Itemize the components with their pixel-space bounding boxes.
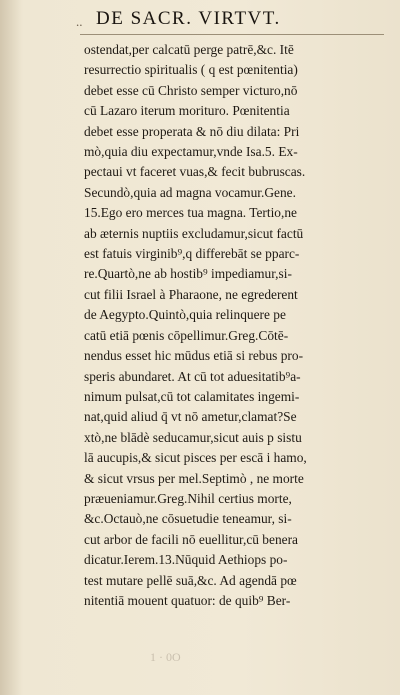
text-line: pectaui vt faceret vuas,& fecit bubruscas.: [84, 164, 306, 180]
text-line: Secundò,quia ad magna vocamur.Gene.: [84, 184, 296, 200]
text-line: xtò,ne blādè seducamur,sicut auis p sistu: [84, 429, 302, 445]
text-line: præueniamur.Greg.Nihil certius morte,: [84, 490, 292, 506]
text-line: 15.Ego ero merces tua magna. Tertio,ne: [84, 205, 297, 221]
text-line: mò,quia diu expectamur,vnde Isa.5. Ex-: [84, 144, 298, 160]
text-line: speris abundaret. At cū tot aduesitatib⁹a-: [84, 368, 301, 384]
text-line: nendus esset hic mūdus etiā si rebus pro-: [84, 348, 304, 364]
header-rule: [80, 34, 384, 35]
text-line: nitentiā mouent quatuor: de quib⁹ Ber-: [84, 592, 291, 608]
corner-mark: ..: [76, 14, 83, 29]
running-header: DE SACR. VIRTVT.: [96, 8, 281, 29]
text-line: de Aegypto.Quintò,quia relinquere pe: [84, 307, 286, 323]
text-line: dicatur.Ierem.13.Nūquid Aethiops po-: [84, 552, 288, 568]
text-line: cut filii Israel à Pharaone, ne egrederent: [84, 286, 298, 302]
text-line: nat,quid aliud q̄ vt nō ametur,clamat?Se: [84, 409, 297, 425]
text-line: lā aucupis,& sicut pisces per escā i hamo,: [84, 450, 307, 466]
body-text: [84, 40, 390, 611]
text-line: &c.Octauò,ne cōsuetudie teneamur, si-: [84, 511, 292, 527]
text-line: debet esse cū Christo semper victuro,nō: [84, 82, 298, 98]
text-line: ostendat,per calcatū perge patrē,&c. Itē: [84, 42, 294, 57]
text-line: catū etiā pœnis cōpellimur.Greg.Cōtē-: [84, 327, 289, 343]
text-line: resurrectio spiritualis ( q est pœnitentia): [84, 62, 298, 78]
text-line: nimum pulsat,cū tot calamitates ingemi-: [84, 388, 300, 404]
text-line: est fatuis virginib⁹,q differebāt se pparc-: [84, 246, 300, 262]
text-line: & sicut vrsus per mel.Septimò , ne morte: [84, 470, 304, 486]
gutter-shadow: [0, 0, 22, 695]
text-line: re.Quartò,ne ab hostib⁹ impediamur,si-: [84, 266, 292, 282]
text-line: cū Lazaro iterum morituro. Pœnitentia: [84, 103, 290, 119]
text-line: cut arbor de facili nō euellitur,cū benera: [84, 531, 298, 547]
text-line: test mutare pellē suā,&c. Ad agendā pœ: [84, 572, 297, 588]
text-line: ab æternis nuptiis excludamur,sicut factū: [84, 225, 304, 241]
faint-folio-mark: 1 · 0O: [150, 650, 181, 664]
text-line: debet esse properata & nō diu dilata: Pri: [84, 123, 300, 139]
